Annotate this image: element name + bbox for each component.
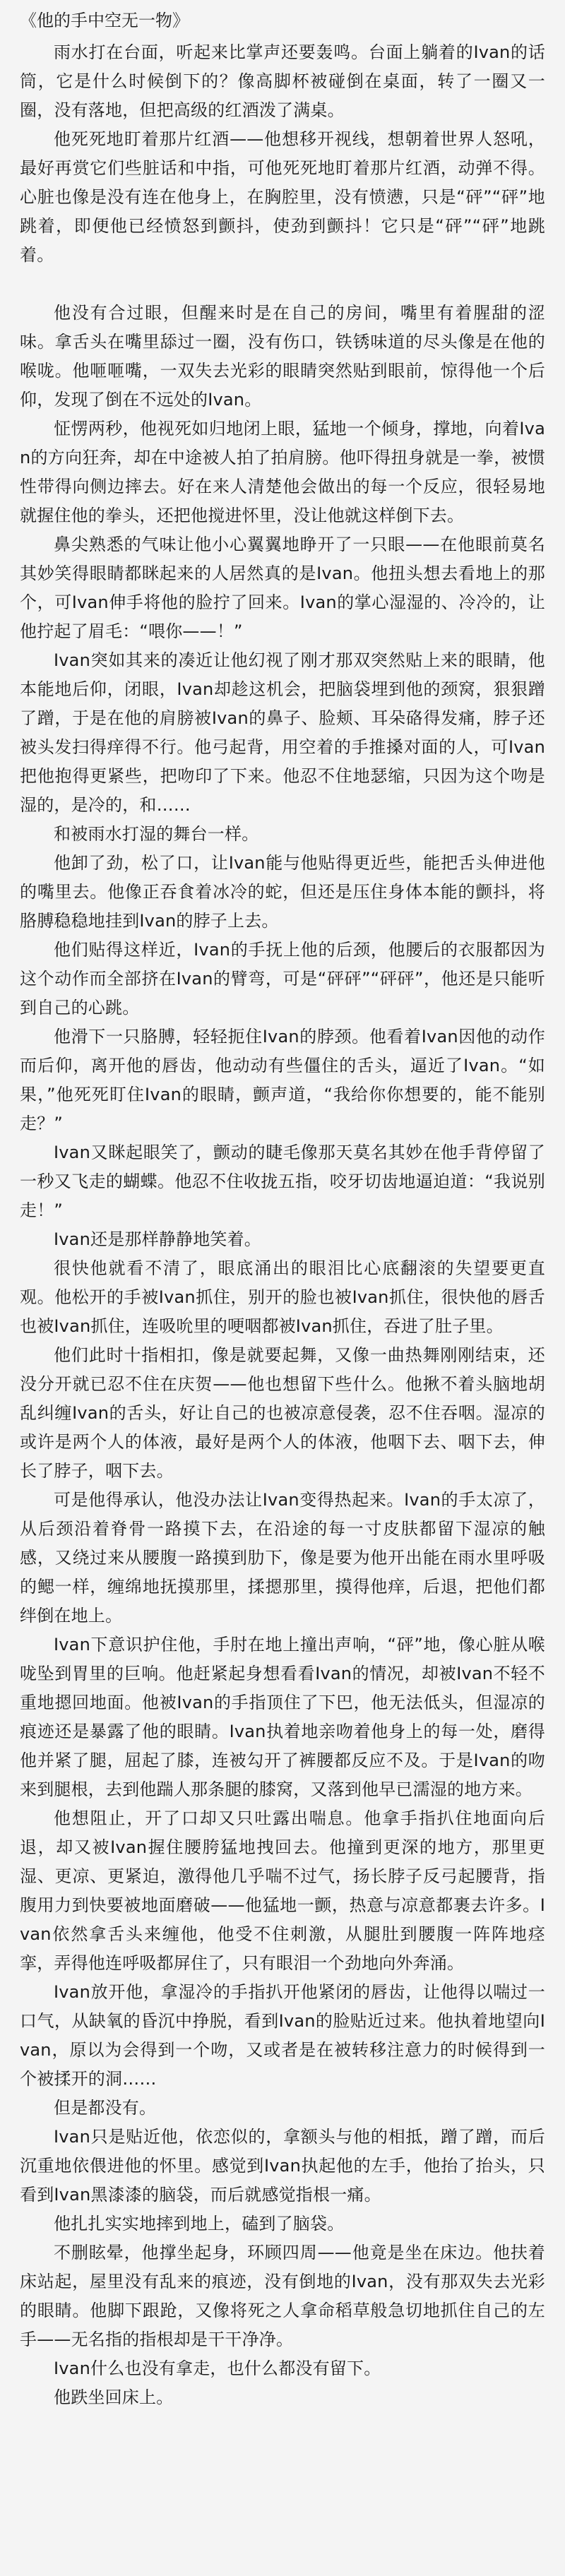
paragraph: 和被雨水打湿的舞台一样。 [54,824,259,844]
article-title: 《他的手中空无一物》 [20,11,189,30]
paragraph: 他跌坐回床上。 [54,2387,174,2407]
paragraph: 他们此时十指相扣，像是就要起舞，又像一曲热舞刚刚结束，还没分开就已忍不住在庆贺——他也想留下些什么。他揪不着头脑地胡乱纠缠Ivan的舌头，好让自己的也被凉意侵袭，忍不住吞咽。湿凉的或许是两个人的体液，最好是两个人的体液，他咽下去、咽下去，伸长了脖子，咽下去。 [20,1345,545,1481]
blank-line [20,270,545,299]
paragraph: Ivan突如其来的凑近让他幻视了刚才那双突然贴上来的眼睛，他本能地后仰，闭眼，Ivan却趁这机会，把脑袋埋到他的颈窝，狠狠蹭了蹭，于是在他的肩膀被Ivan的鼻子、脸颊、耳朵硌得发痛，脖子还被头发扫得痒得不行。他弓起背，用空着的手推搡对面的人，可Ivan把他抱得更紧些，把吻印了下来。他忍不住地瑟缩，只因为这个吻是湿的，是冷的，和…… [20,650,545,815]
paragraph: 他卸了劲，松了口，让Ivan能与他贴得更近些，能把舌头伸进他的嘴里去。他像正吞食着冰冷的蛇，但还是压住身体本能的颤抖，将胳膊稳稳地挂到Ivan的脖子上去。 [20,853,545,931]
paragraph: 不删眩晕，他撑坐起身，环顾四周——他竟是坐在床边。他扶着床站起，屋里没有乱来的痕迹，没有倒地的Ivan，没有那双失去光彩的眼睛。他脚下跟跄，又像将死之人拿命稻草般急切地抓住自己的左手——无名指的指根却是干干净净。 [20,2243,545,2349]
paragraph: 他们贴得这样近，Ivan的手抚上他的后颈，他腰后的衣服都因为这个动作而全部挤在Ivan的臂弯，可是“砰砰”“砰砰”，他还是只能听到自己的心跳。 [20,940,545,1018]
paragraph: 他死死地盯着那片红酒——他想移开视线，想朝着世界人怒吼，最好再赏它们些脏话和中指，可他死死地盯着那片红酒，动弹不得。心脏也像是没有连在他身上，在胸腔里，没有愤懑，只是“砰”“砰”地跳着，即便他已经愤怒到颤抖，使劲到颤抖！它只是“砰”“砰”地跳着。 [20,129,545,265]
paragraph: Ivan放开他，拿湿冷的手指扒开他紧闭的唇齿，让他得以喘过一口气，从缺氧的昏沉中挣脱，看到Ivan的脸贴近过来。他执着地望向Ivan，原以为会得到一个吻，又或者是在被转移注意力的时候得到一个被揉开的洞…… [20,1982,545,2089]
paragraph: 他想阻止，开了口却又只吐露出喘息。他拿手指扒住地面向后退，却又被Ivan握住腰胯猛地拽回去。他撞到更深的地方，那里更湿、更凉、更紧迫，激得他几乎喘不过气，扬长脖子反弓起腰背，指腹用力到快要被地面磨破——他猛地一颤，热意与凉意都裹去许多。Ivan依然拿舌头来缠他，他受不住刺激，从腿肚到腰腹一阵阵地痉挛，弄得他连呼吸都屏住了，只有眼泪一个劲地向外奔涌。 [20,1808,545,1973]
paragraph: 他滑下一只胳膊，轻轻扼住Ivan的脖颈。他看着Ivan因他的动作而后仰，离开他的唇齿，他动动有些僵住的舌头，逼近了Ivan。“如果，”他死死盯住Ivan的眼睛，颤声道，“我给你你想要的，能不能别走？” [20,1027,545,1133]
paragraph: Ivan又眯起眼笑了，颤动的睫毛像那天莫名其妙在他手背停留了一秒又飞走的蝴蝶。他忍不住收拢五指，咬牙切齿地逼迫道：“我说别走！” [20,1143,545,1220]
paragraph: Ivan下意识护住他，手肘在地上撞出声响，“砰”地，像心脏从喉咙坠到胃里的巨响。他赶紧起身想看看Ivan的情况，却被Ivan不轻不重地摁回地面。他被Ivan的手指顶住了下巴，他无法低头，但湿凉的痕迹还是暴露了他的眼睛。Ivan执着地亲吻着他身上的每一处，磨得他并紧了腿，屈起了膝，连被勾开了裤腰都反应不及。于是Ivan的吻来到腿根，去到他踹人那条腿的膝窝，又落到他早已濡湿的地方来。 [20,1635,545,1799]
article [20,4,545,2576]
paragraph: 但是都没有。 [54,2098,157,2118]
article-body [20,38,545,2412]
paragraph: 鼻尖熟悉的气味让他小心翼翼地睁开了一只眼——在他眼前莫名其妙笑得眼睛都眯起来的人居然真的是Ivan。他扭头想去看地上的那个，可Ivan伸手将他的脸拧了回来。Ivan的掌心湿湿的、冷冷的，让他拧起了眉毛：“喂你——！” [20,535,545,641]
paragraph: 他扎扎实实地摔到地上，磕到了脑袋。 [54,2214,345,2234]
paragraph: 可是他得承认，他没办法让Ivan变得热起来。Ivan的手太凉了，从后颈沿着脊骨一路摸下去，在沿途的每一寸皮肤都留下湿凉的触感，又绕过来从腰腹一路摸到肋下，像是要为他开出能在雨水里呼吸的鳃一样，缠绵地抚摸那里，揉摁那里，摸得他痒，后退，把他们都绊倒在地上。 [20,1490,545,1626]
paragraph: Ivan什么也没有拿走，也什么都没有留下。 [54,2359,381,2378]
paragraph: Ivan还是那样静静地笑着。 [54,1229,261,1249]
paragraph: Ivan只是贴近他，依恋似的，拿额头与他的相抵，蹭了蹭，而后沉重地依偎进他的怀里。感觉到Ivan执起他的左手，他抬了抬头，只看到Ivan黑漆漆的脑袋，而后就感觉指根一痛。 [20,2127,545,2205]
paragraph: 他没有合过眼，但醒来时是在自己的房间，嘴里有着腥甜的涩味。拿舌头在嘴里舔过一圈，没有伤口，铁锈味道的尽头像是在他的喉咙。他咂咂嘴，一双失去光彩的眼睛突然贴到眼前，惊得他一个后仰，发现了倒在不远处的Ivan。 [20,303,545,410]
paragraph: 怔愣两秒，他视死如归地闭上眼，猛地一个倾身，撑地，向着Ivan的方向狂奔，却在中途被人拍了拍肩膀。他吓得扭身就是一拳，被惯性带得向侧边摔去。好在来人清楚他会做出的每一个反应，很轻易地就握住他的拳头，还把他搅进怀里，没让他就这样倒下去。 [20,419,545,525]
paragraph: 雨水打在台面，听起来比掌声还要轰鸣。台面上躺着的Ivan的话筒，它是什么时候倒下的？像高脚杯被碰倒在桌面，转了一圈又一圈，没有落地，但把高级的红酒泼了满桌。 [20,42,545,120]
paragraph: 很快他就看不清了，眼底涌出的眼泪比心底翻滚的失望要更直观。他松开的手被Ivan抓住，别开的脸也被Ivan抓住，很快他的唇舌也被Ivan抓住，连吸吮里的哽咽都被Ivan抓住，吞进了肚子里。 [20,1258,545,1336]
